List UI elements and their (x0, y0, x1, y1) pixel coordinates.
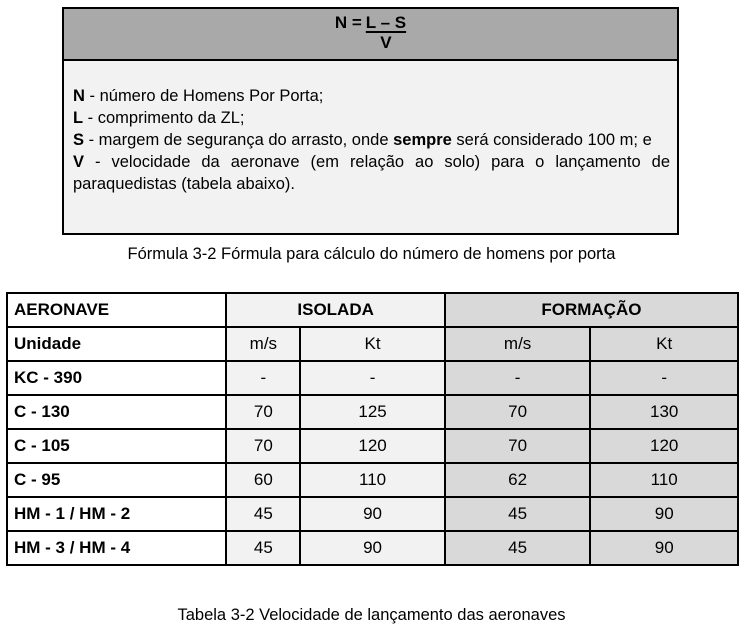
value-cell: 45 (445, 497, 591, 531)
table-caption: Tabela 3-2 Velocidade de lançamento das aeronaves (177, 606, 566, 624)
aircraft-name: C - 105 (7, 429, 226, 463)
value-cell: 70 (445, 429, 591, 463)
value-cell: - (300, 361, 445, 395)
table-header-row (7, 293, 738, 327)
formula-header (64, 9, 677, 61)
table-row (7, 361, 738, 395)
aircraft-name: C - 130 (7, 395, 226, 429)
definition-l: L - comprimento da ZL; (73, 109, 245, 127)
definition-n: N - número de Homens Por Porta; (73, 87, 324, 105)
formula-definitions (64, 61, 677, 195)
formula-box (62, 7, 679, 235)
value-cell: 45 (226, 531, 300, 565)
aircraft-name: KC - 390 (7, 361, 226, 395)
value-cell: 70 (445, 395, 591, 429)
unit-cell: Kt (590, 327, 738, 361)
speed-table (6, 292, 739, 566)
table-row (7, 497, 738, 531)
table-row (7, 463, 738, 497)
value-cell: 90 (590, 497, 738, 531)
table-row (7, 531, 738, 565)
value-cell: 130 (590, 395, 738, 429)
aircraft-name: HM - 1 / HM - 2 (7, 497, 226, 531)
aircraft-name: HM - 3 / HM - 4 (7, 531, 226, 565)
value-cell: - (590, 361, 738, 395)
definition-s: S - margem de segurança do arrasto, onde sempre será considerado 100 m; e (73, 131, 652, 149)
value-cell: 90 (300, 531, 445, 565)
value-cell: 45 (445, 531, 591, 565)
value-cell: 45 (226, 497, 300, 531)
value-cell: - (226, 361, 300, 395)
unit-cell: m/s (445, 327, 591, 361)
table-row (7, 395, 738, 429)
unit-cell: Kt (300, 327, 445, 361)
unit-cell: m/s (226, 327, 300, 361)
value-cell: 90 (590, 531, 738, 565)
unit-label: Unidade (7, 327, 226, 361)
value-cell: 120 (300, 429, 445, 463)
definition-v: V - velocidade da aeronave (em relação ao solo) para o lançamento de paraquedistas (tabela abaixo). (73, 153, 670, 193)
isolada-group-header: ISOLADA (226, 293, 444, 327)
value-cell: 62 (445, 463, 591, 497)
value-cell: 60 (226, 463, 300, 497)
formula-denominator: V (380, 33, 392, 52)
value-cell: 110 (590, 463, 738, 497)
formacao-group-header: FORMAÇÃO (445, 293, 738, 327)
value-cell: 110 (300, 463, 445, 497)
table-units-row (7, 327, 738, 361)
value-cell: - (445, 361, 591, 395)
value-cell: 70 (226, 429, 300, 463)
table-row (7, 429, 738, 463)
value-cell: 70 (226, 395, 300, 429)
value-cell: 120 (590, 429, 738, 463)
value-cell: 125 (300, 395, 445, 429)
formula (64, 13, 677, 53)
aircraft-column-header: AERONAVE (7, 293, 226, 327)
formula-caption: Fórmula 3-2 Fórmula para cálculo do número de homens por porta (127, 245, 616, 263)
value-cell: 90 (300, 497, 445, 531)
formula-lhs: N = (334, 13, 362, 32)
formula-fraction (366, 13, 406, 53)
aircraft-name: C - 95 (7, 463, 226, 497)
formula-numerator: L – S (365, 13, 407, 32)
